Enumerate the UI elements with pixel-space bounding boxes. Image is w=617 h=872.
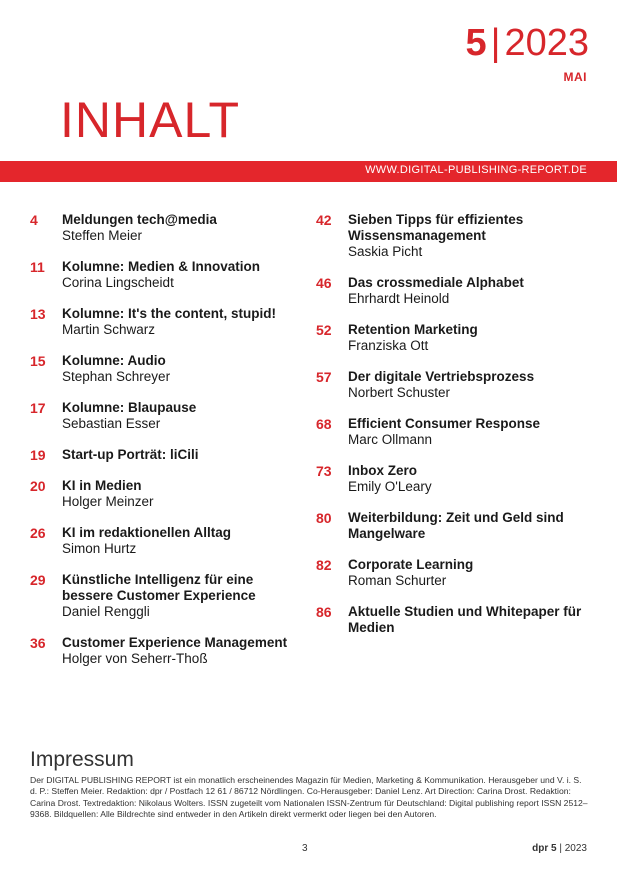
toc-entry[interactable] [30,212,300,244]
toc-entry[interactable] [30,306,300,338]
toc-entry[interactable] [30,635,300,667]
toc-entry-text [348,557,601,589]
toc-entry-text [62,447,300,463]
toc-article-title: Kolumne: Blaupause [62,400,197,415]
impressum-heading: Impressum [30,748,134,771]
toc-entry-text [62,212,300,244]
toc-article-author: Saskia Picht [348,244,423,259]
toc-entry-text [62,478,300,510]
toc-entry-text [62,306,300,338]
toc-page-number: 13 [30,306,46,322]
toc-article-author: Holger von Seherr-Thoß [62,651,208,666]
issue-number-value: 5 [465,22,487,64]
toc-article-title: KI im redaktionellen Alltag [62,525,232,540]
toc-entry[interactable] [316,212,601,260]
toc-entry[interactable] [30,353,300,385]
toc-page-number: 57 [316,369,332,385]
toc-page-number: 86 [316,604,332,620]
toc-entry-text [348,322,601,354]
toc-entry-text [62,525,300,557]
toc-article-title: Kolumne: Medien & Innovation [62,259,260,274]
toc-article-title: Retention Marketing [348,322,478,337]
toc-left-column [30,212,300,682]
toc-page-number: 29 [30,572,46,588]
toc-article-title: Das crossmediale Alphabet [348,275,524,290]
toc-article-title: Kolumne: It's the content, stupid! [62,306,276,321]
toc-entry-text [62,400,300,432]
toc-page-number: 42 [316,212,332,228]
toc-article-title: Künstliche Intelligenz für eine bessere Customer Experience [62,572,256,603]
toc-page-number: 68 [316,416,332,432]
toc-entry-text [62,259,300,291]
toc-article-author: Holger Meinzer [62,494,154,509]
toc-page-number: 11 [30,259,45,275]
issue-month: MAI [563,70,587,84]
toc-entry-text [348,416,601,448]
toc-entry[interactable] [316,463,601,495]
toc-article-title: Inbox Zero [348,463,418,478]
toc-article-title: Weiterbildung: Zeit und Geld sind Mangelware [348,510,564,541]
toc-page-number: 82 [316,557,332,573]
toc-article-author: Daniel Renggli [62,604,150,619]
toc-entry-text [348,369,601,401]
toc-article-author: Martin Schwarz [62,322,156,337]
toc-article-title: Aktuelle Studien und Whitepaper für Medien [348,604,582,635]
issue-year: 2023 [504,22,589,64]
toc-entry[interactable] [316,369,601,401]
toc-entry-text [62,353,300,385]
toc-article-title: Meldungen tech@media [62,212,217,227]
toc-article-author: Roman Schurter [348,573,447,588]
toc-page-number: 4 [30,212,38,228]
toc-article-title: Kolumne: Audio [62,353,166,368]
toc-entry-text [348,463,601,495]
toc-page-number: 52 [316,322,332,338]
toc-article-title: Sieben Tipps für effizientes Wissensmanagement [348,212,524,243]
issue-number [465,22,589,64]
toc-page-number: 73 [316,463,332,479]
toc-article-author: Marc Ollmann [348,432,433,447]
toc-article-title: Efficient Consumer Response [348,416,541,431]
toc-entry[interactable] [316,557,601,589]
toc-entry[interactable] [316,275,601,307]
toc-page-number: 19 [30,447,46,463]
red-banner [0,161,617,182]
toc-entry[interactable] [30,400,300,432]
website-url[interactable]: WWW.DIGITAL-PUBLISHING-REPORT.DE [365,164,587,176]
toc-article-author: Corina Lingscheidt [62,275,174,290]
toc-article-author: Steffen Meier [62,228,143,243]
toc-page-number: 36 [30,635,46,651]
footer-separator: | [559,843,562,854]
toc-page-number: 15 [30,353,46,369]
toc-entry[interactable] [30,478,300,510]
footer-page-number: 3 [302,843,308,854]
toc-article-author: Stephan Schreyer [62,369,171,384]
toc-entry-text [348,604,601,636]
toc-article-author: Emily O'Leary [348,479,432,494]
page-title: INHALT [60,92,241,148]
toc-article-author: Norbert Schuster [348,385,451,400]
toc-page-number: 17 [30,400,46,416]
toc-entry[interactable] [316,510,601,542]
toc-page-number: 46 [316,275,332,291]
toc-article-title: Start-up Porträt: liCili [62,447,199,462]
toc-entry-text [348,212,601,260]
toc-entry[interactable] [30,572,300,620]
toc-entry[interactable] [316,416,601,448]
toc-entry-text [348,510,601,542]
issue-separator: | [490,22,501,64]
toc-article-title: Der digitale Vertriebsprozess [348,369,535,384]
toc-entry-text [348,275,601,307]
impressum-text: Der DIGITAL PUBLISHING REPORT ist ein monatlich erscheinendes Magazin für Medien, Marketing & Kommunikation. Herausgeber und V. i. S. d. P.: Steffen Meier. Redaktion: dpr / Postfach 12 61 / 86712 Nördlingen. Co-Herausgeber: Daniel Lenz. Art Direction: Carina Drost. Redaktion: Carina Drost. Textredaktion: Nikolaus Wolters. ISSN zugeteilt vom Nationalen ISSN-Zentrum für Deutschland: Digital publishing report ISSN 2512–9368. Bildquellen: Alle Bildrechte sind entweder in den Artikeln direkt vermerkt oder liegen bei den Autoren. [30,775,588,820]
toc-entry[interactable] [316,604,601,636]
toc-entry-text [62,635,300,667]
toc-entry[interactable] [30,259,300,291]
toc-right-column [316,212,601,651]
toc-page-number: 26 [30,525,46,541]
toc-article-title: Corporate Learning [348,557,474,572]
toc-entry-text [62,572,300,620]
toc-article-author: Ehrhardt Heinold [348,291,450,306]
footer-year: 2023 [564,843,587,854]
toc-page-number: 80 [316,510,332,526]
toc-entry[interactable] [316,322,601,354]
toc-article-author: Franziska Ott [348,338,429,353]
toc-article-title: Customer Experience Management [62,635,288,650]
toc-entry[interactable] [30,525,300,557]
footer-issue [532,843,587,854]
toc-article-author: Sebastian Esser [62,416,161,431]
toc-page-number: 20 [30,478,46,494]
toc-entry[interactable] [30,447,300,463]
toc-article-title: KI in Medien [62,478,142,493]
footer-brand: dpr 5 [532,843,557,854]
toc-article-author: Simon Hurtz [62,541,137,556]
